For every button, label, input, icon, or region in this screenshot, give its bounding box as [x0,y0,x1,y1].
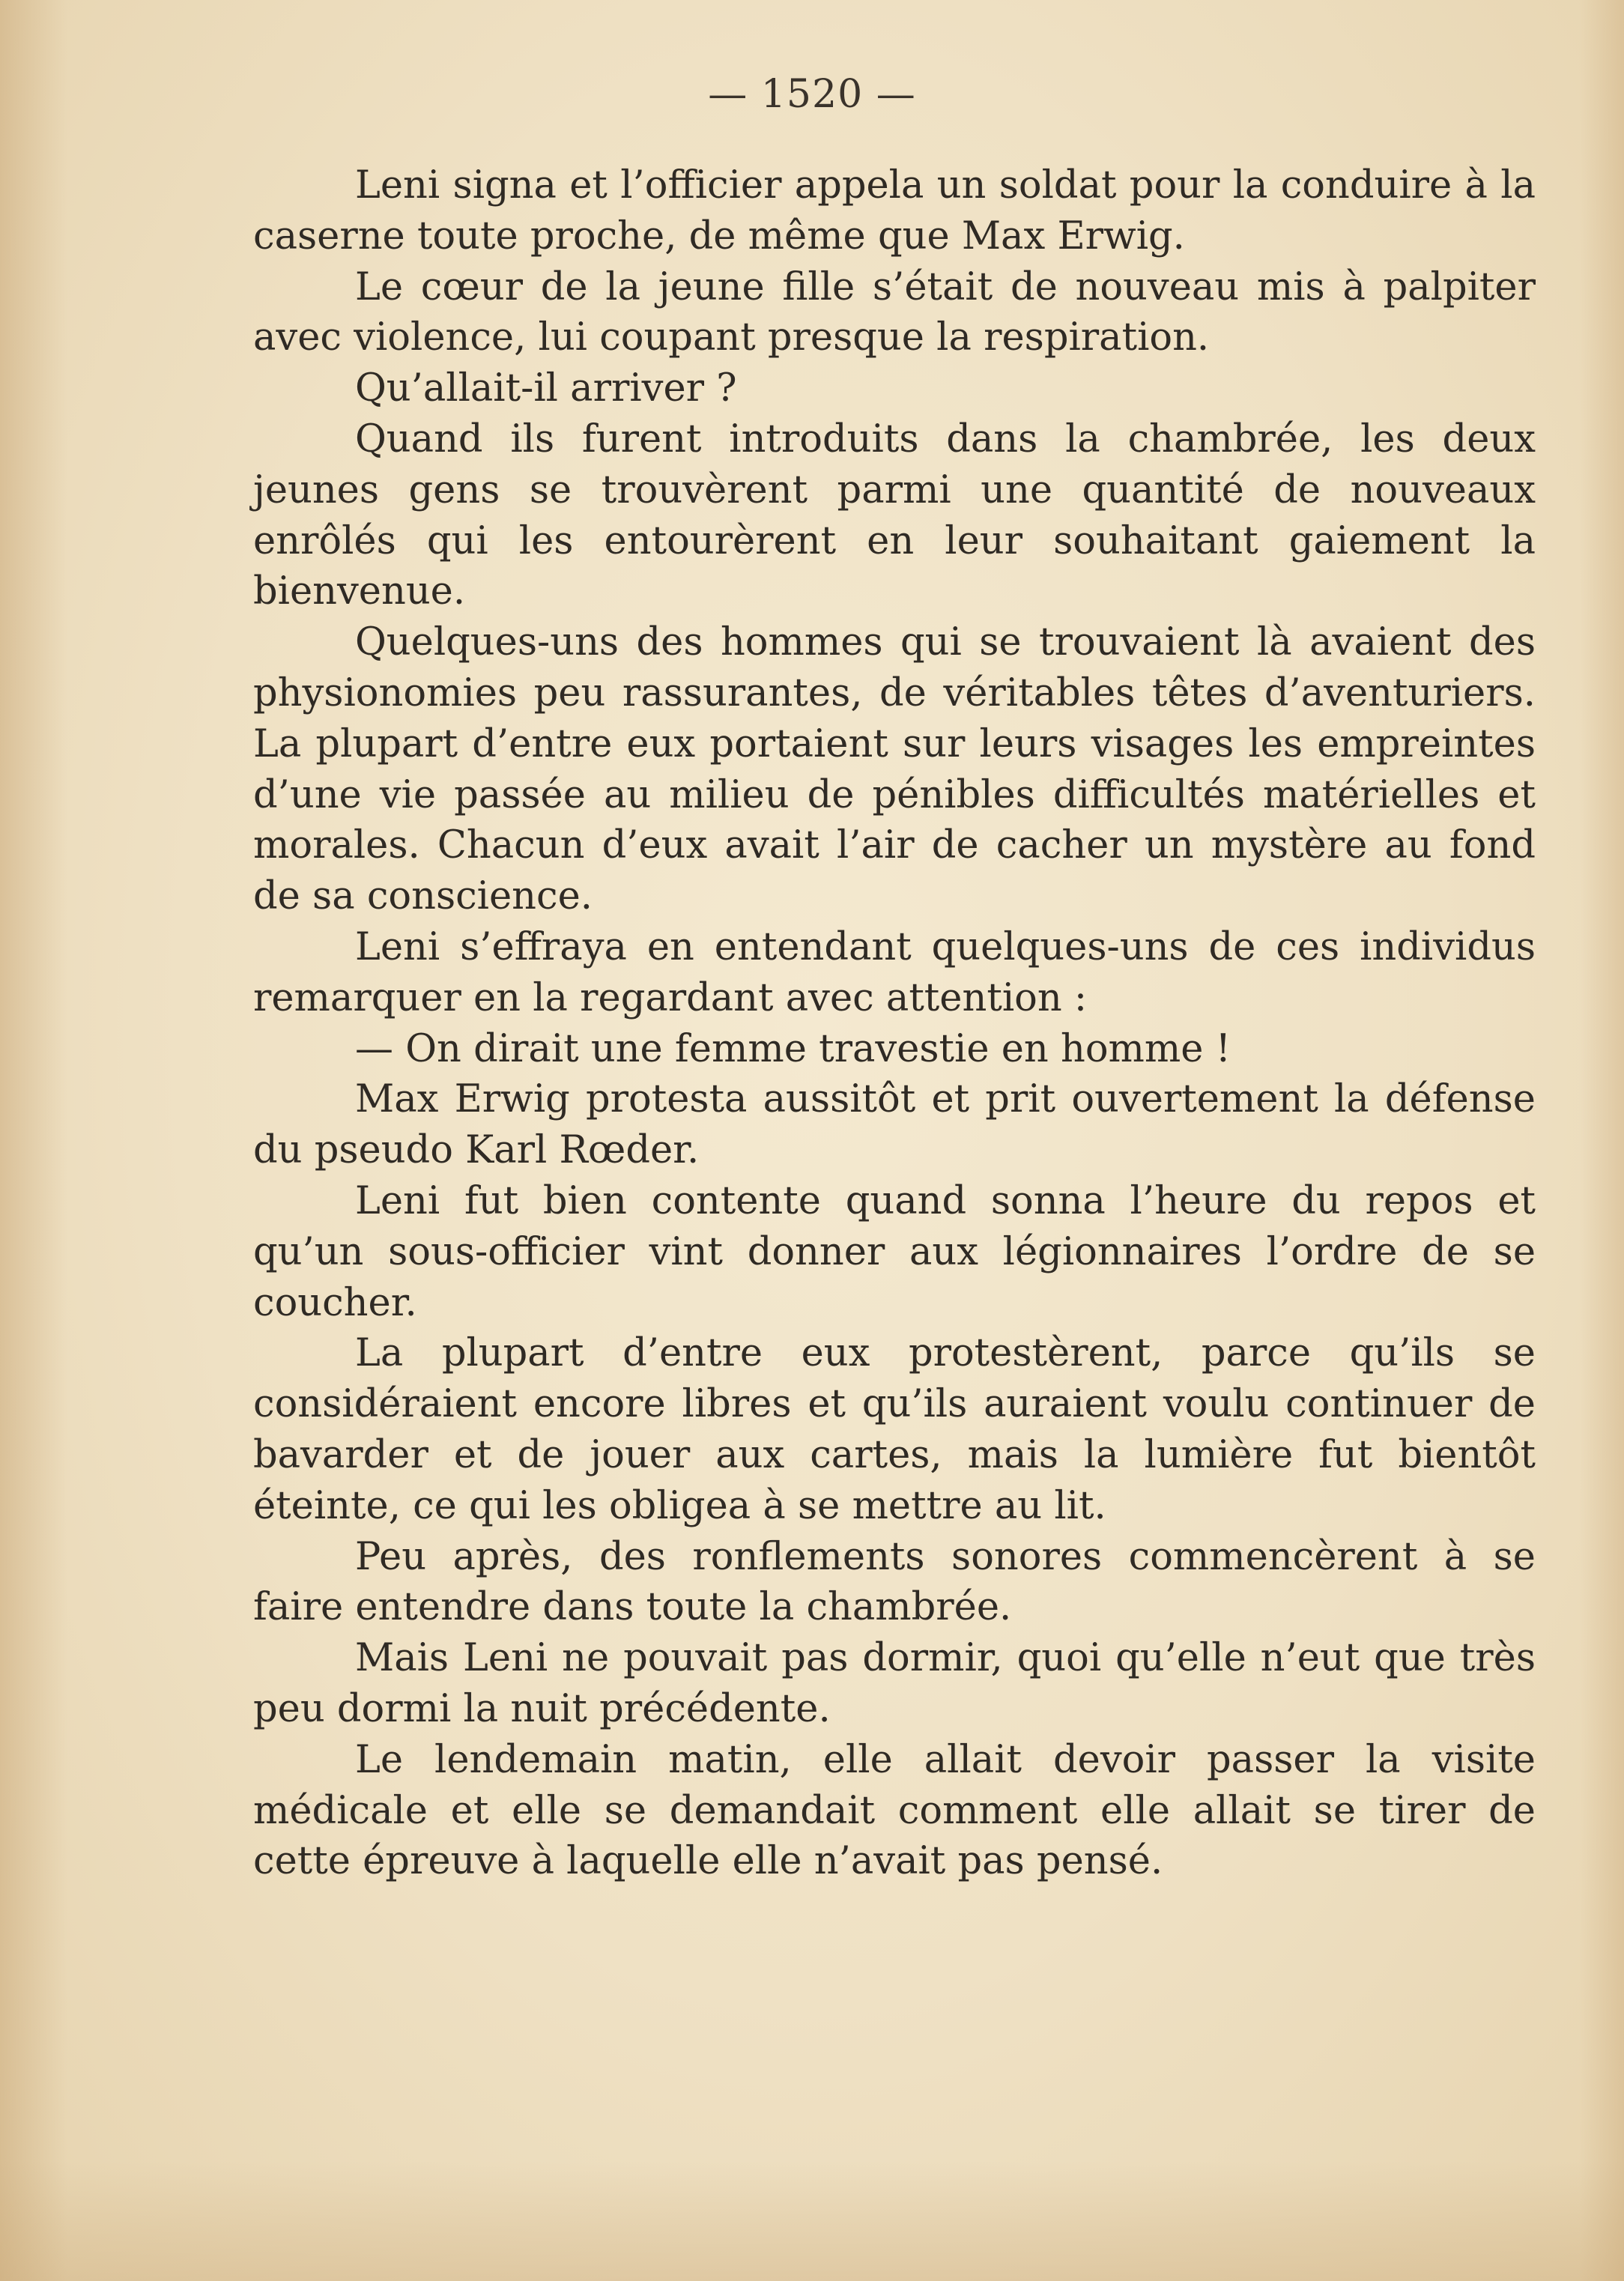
paragraph: Le lendemain matin, elle allait devoir passer la visite médicale et elle se demandait comment elle allait se tirer de cette épreuve à laquelle elle n’avait pas pensé. [253,1737,1536,1884]
paper-edge-stain-bottom [0,2161,1624,2281]
paragraph: Le cœur de la jeune fille s’était de nouveau mis à palpiter avec violence, lui coupant presque la respiration. [253,264,1536,360]
paragraph: — On dirait une femme travestie en homme ! [355,1026,1231,1071]
paragraph: Qu’allait-il arriver ? [355,366,737,411]
body-text [253,160,1536,1887]
paragraph: Mais Leni ne pouvait pas dormir, quoi qu’elle n’eut que très peu dormi la nuit précédente. [253,1636,1536,1731]
paper-edge-stain-right [1579,0,1624,2281]
paragraph: Leni fut bien contente quand sonna l’heure du repos et qu’un sous-officier vint donner aux légionnaires l’ordre de se coucher. [253,1178,1536,1325]
paragraph: Quelques-uns des hommes qui se trouvaient là avaient des physionomies peu rassurantes, de véritables têtes d’aventuriers. La plupart d’entre eux portaient sur leurs visages les empreintes d’une vie passée au milieu de pénibles difficultés matérielles et morales. Chacun d’eux avait l’air de cacher un mystère au fond de sa conscience. [253,620,1536,919]
paragraph: La plupart d’entre eux protestèrent, parce qu’ils se considéraient encore libres et qu’ils auraient voulu continuer de bavarder et de jouer aux cartes, mais la lumière fut bientôt éteinte, ce qui les obligea à se mettre au lit. [253,1331,1536,1528]
paragraph: Leni s’effraya en entendant quelques-uns de ces individus remarquer en la regardant avec attention : [253,924,1536,1020]
paragraph: Leni signa et l’officier appela un soldat pour la conduire à la caserne toute proche, de même que Max Erwig. [253,163,1536,258]
paragraph: Peu après, des ronflements sonores commencèrent à se faire entendre dans toute la chambrée. [253,1534,1536,1630]
paper-edge-stain-left [0,0,67,2281]
page-number: — 1520 — [708,72,916,117]
paragraph: Quand ils furent introduits dans la chambrée, les deux jeunes gens se trouvèrent parmi une quantité de nouveaux enrôlés qui les entourèrent en leur souhaitant gaiement la bienvenue. [253,416,1536,614]
paragraph: Max Erwig protesta aussitôt et prit ouvertement la défense du pseudo Karl Rœder. [253,1077,1536,1173]
